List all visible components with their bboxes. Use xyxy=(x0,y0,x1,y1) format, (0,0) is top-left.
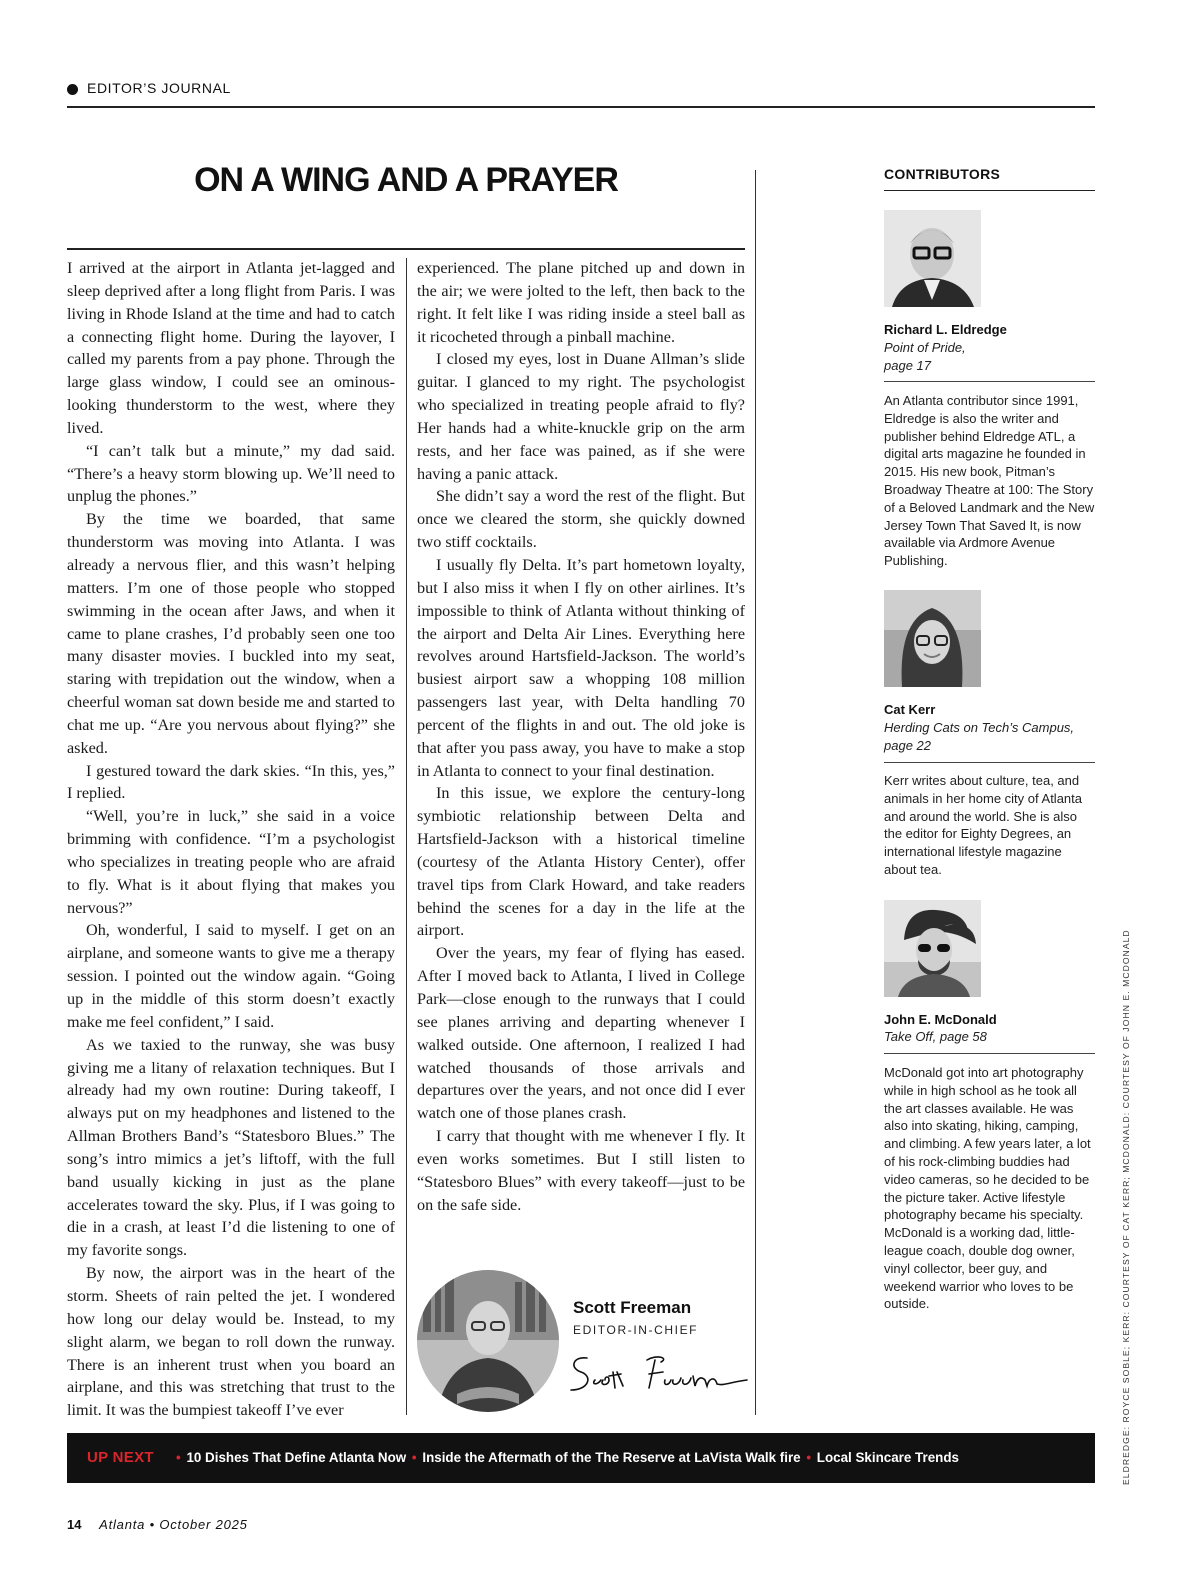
contributor-name: Cat Kerr xyxy=(884,702,936,717)
photo-credit: ELDREDGE: ROYCE SOBLE; KERR: COURTESY OF CAT KERR; MCDONALD: COURTESY OF JOHN E. MCDONALD xyxy=(1121,929,1131,1485)
column-divider xyxy=(406,258,407,1415)
paragraph: By now, the airport was in the heart of the storm. Sheets of rain pelted the jet. I wondered how long our delay would be. Instead, to my slight alarm, we began to roll down the runway. There is an inherent trust when you board an airplane, and this was stretching that trust to the limit. It was the bumpiest takeoff I’ve ever xyxy=(67,1264,395,1420)
bullet-dot-icon: • xyxy=(411,1450,417,1465)
editor-name: Scott Freeman xyxy=(573,1298,692,1317)
up-next-link[interactable]: Inside the Aftermath of the The Reserve at LaVista Walk fire xyxy=(422,1450,801,1465)
contributor-name: Richard L. Eldredge xyxy=(884,322,1007,337)
article-column-2 xyxy=(417,257,745,1242)
contributor-photo-kerr xyxy=(884,590,981,687)
contributor-name: John E. McDonald xyxy=(884,1012,997,1027)
paragraph: I gestured toward the dark skies. “In this, yes,” I replied. xyxy=(67,761,395,803)
paragraph: Oh, wonderful, I said to myself. I get on an airplane, and someone wants to give me a therapy session. I pointed out the window again. “Going up in the middle of this storm doesn’t exactly make me feel confident,” I said. xyxy=(67,921,395,1031)
up-next-link[interactable]: 10 Dishes That Define Atlanta Now xyxy=(186,1450,407,1465)
up-next-label: UP NEXT xyxy=(87,1449,154,1466)
paragraph: Over the years, my fear of flying has eased. After I moved back to Atlanta, I lived in College Park—close enough to the runways that I could see planes arriving and departing whenever I walked outside. One afternoon, I realized I had watched thousands of those arrivals and departures over the years, and not once did I ever watch one of those planes crash. xyxy=(417,944,745,1123)
handwritten-signature xyxy=(565,1350,750,1396)
editor-photo xyxy=(417,1270,559,1412)
up-next-items xyxy=(174,1450,959,1465)
headline-rule xyxy=(67,248,745,250)
section-label: EDITOR’S JOURNAL xyxy=(87,80,231,96)
contributor-bio: An Atlanta contributor since 1991, Eldredge is also the writer and publisher behind Eldredge ATL, a digital arts magazine he founded in 2015. His new book, Pitman’s Broadway Theatre at 100: The Story of a Beloved Landmark and the New Jersey Town That Saved It, is now available via Ardmore Avenue Publishing. xyxy=(884,393,1095,569)
bullet-dot-icon: • xyxy=(806,1450,812,1465)
paragraph: In this issue, we explore the century-long symbiotic relationship between Delta and Hartsfield-Jackson with a historical timeline (courtesy of the Atlanta History Center), offer travel tips from Clark Howard, and take readers behind the scenes for a day in the life at the airport. xyxy=(417,784,745,940)
contributor-story: Herding Cats on Tech’s Campus, xyxy=(884,720,1075,735)
paragraph: “I can’t talk but a minute,” my dad said. “There’s a heavy storm blowing up. We’ll need to unplug the phones.” xyxy=(67,441,395,506)
contributor-photo-eldredge xyxy=(884,210,981,307)
paragraph: As we taxied to the runway, she was busy giving me a litany of relaxation techniques. But I already had my own routine: During takeoff, I always put on my headphones and listened to the Allman Brothers Band’s “Statesboro Blues.” The song’s intro mimics a jet’s liftoff, with the full band usually kicking in just as the plane accelerates toward the sky. Plus, if I was going to die in a crash, at least I’d die listening to one of my favorite songs. xyxy=(67,1035,395,1260)
contributor-rule xyxy=(884,381,1095,382)
page-footer xyxy=(67,1517,248,1532)
contributor-bio: McDonald got into art photography while in high school as he took all the art classes available. He was also into skating, hiking, camping, and climbing. A few years later, a lot of his rock-climbing buddies had video cameras, so he decided to be the picture taker. Active lifestyle photography became his specialty. McDonald is a working dad, little-league coach, double dog owner, vinyl collector, beer guy, and weekend warrior who loves to be outside. xyxy=(884,1065,1091,1312)
bullet-dot-icon xyxy=(67,84,78,95)
headline: ON A WING AND A PRAYER xyxy=(194,161,618,199)
paragraph: I usually fly Delta. It’s part hometown loyalty, but I also miss it when I fly on other airlines. It’s impossible to think of Atlanta without thinking of the airport and Delta Air Lines. Everything here revolves around Hartsfield-Jackson. The world’s busiest airport saw a whopping 108 million passengers last year, with Delta handling 70 percent of the flights in and out. The old joke is that after you pass away, you have to make a stop in Atlanta to connect to your final destination. xyxy=(417,555,745,780)
contributor-photo-mcdonald xyxy=(884,900,981,997)
paragraph: By the time we boarded, that same thunderstorm was moving into Atlanta. I was already a nervous flier, and this wasn’t helping matters. I’m one of those people who stopped swimming in the ocean after Jaws, and when it came to plane crashes, I’d probably seen one too many disaster movies. I buckled into my seat, staring with trepidation out the window, when a cheerful woman sat down beside me and started to chat me up. “Are you nervous about flying?” she asked. xyxy=(67,510,395,757)
contributor-story: Take Off, page 58 xyxy=(884,1029,987,1044)
section-header xyxy=(67,80,1095,108)
contributor-story: Point of Pride, xyxy=(884,340,966,355)
sidebar-divider xyxy=(755,170,756,1415)
contributors-rule xyxy=(884,190,1095,191)
up-next-link[interactable]: Local Skincare Trends xyxy=(816,1450,959,1465)
contributors-heading: CONTRIBUTORS xyxy=(884,166,1001,182)
bullet-dot-icon: • xyxy=(176,1450,181,1465)
page-number: 14 xyxy=(67,1517,82,1532)
publication-info: Atlanta • October 2025 xyxy=(99,1517,248,1532)
paragraph: experienced. The plane pitched up and down in the air; we were jolted to the left, then back to the right. It felt like I was riding inside a steel ball as it ricocheted through a pinball machine. xyxy=(417,259,745,346)
paragraph: I arrived at the airport in Atlanta jet-lagged and sleep deprived after a long flight from Paris. I was living in Rhode Island at the time and had to catch a connecting flight home. During the layover, I called my parents from a pay phone. Through the large glass window, I could see an ominous-looking thunderstorm to the west, where they lived. xyxy=(67,259,395,437)
contributor-rule xyxy=(884,762,1095,763)
article-column-1 xyxy=(67,257,395,1422)
contributor-page: page 17 xyxy=(884,358,931,373)
contributor-page: page 22 xyxy=(884,738,931,753)
paragraph: “Well, you’re in luck,” she said in a voice brimming with confidence. “I’m a psychologist who specializes in treating people who are afraid to fly. What is it about flying that makes you nervous?” xyxy=(67,807,395,917)
paragraph: She didn’t say a word the rest of the flight. But once we cleared the storm, she quickly downed two stiff cocktails. xyxy=(417,487,745,552)
editor-title: EDITOR-IN-CHIEF xyxy=(573,1323,699,1337)
paragraph: I carry that thought with me whenever I fly. It even works sometimes. But I still listen to “Statesboro Blues” with every takeoff—just to be on the safe side. xyxy=(417,1127,745,1214)
up-next-bar xyxy=(67,1433,1095,1483)
contributor-rule xyxy=(884,1053,1095,1054)
contributor-bio: Kerr writes about culture, tea, and animals in her home city of Atlanta and around the world. She is also the editor for Eighty Degrees, an international lifestyle magazine about tea. xyxy=(884,773,1082,877)
paragraph: I closed my eyes, lost in Duane Allman’s slide guitar. I glanced to my right. The psychologist who specialized in treating people afraid to fly? Her hands had a white-knuckle grip on the arm rests, and her face was pained, as if she were having a panic attack. xyxy=(417,350,745,483)
